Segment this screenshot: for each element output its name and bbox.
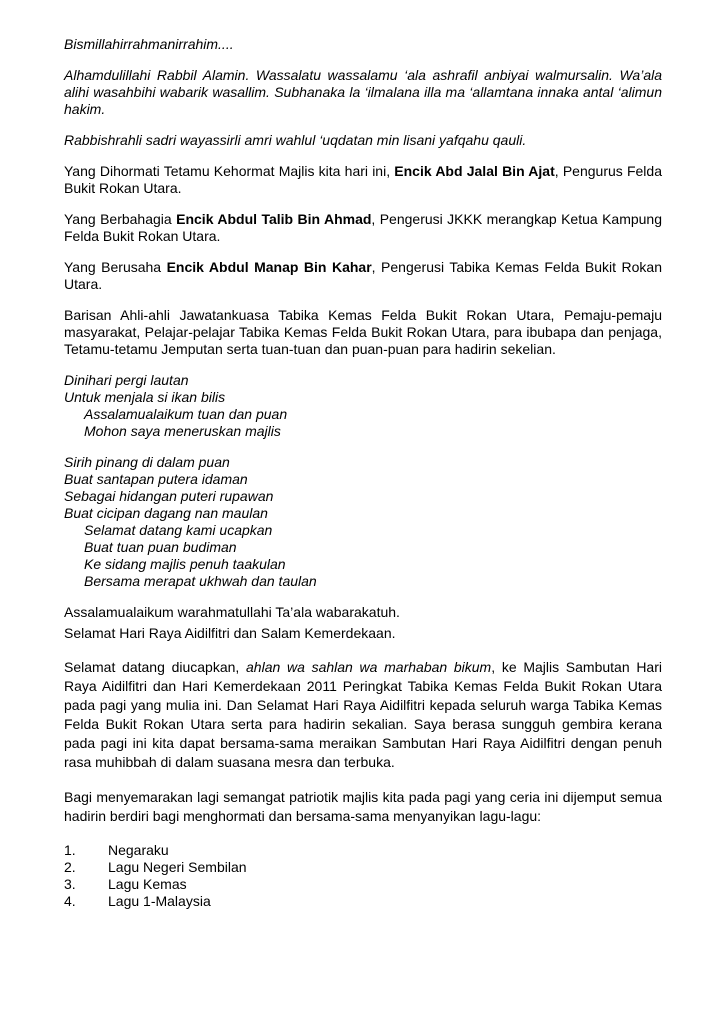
pantun-line: Buat tuan puan budiman [84,539,237,555]
opening-doa: Alhamdulillahi Rabbil Alamin. Wassalatu wassalamu ‘ala ashrafil anbiyai walmursalin. Wa’ala alihi wasahbihi wabarik wasallim. Subhanaka la ‘ilmalana illa ma ‘allamtana innaka antal ‘alimun hakim. [64,67,662,117]
opening-line: Bismillahirrahmanirrahim.... [64,36,234,52]
list-item [64,876,662,893]
guest-name: Encik Abd Jalal Bin Ajat [394,163,555,179]
pantun-1 [64,372,662,440]
pantun-line: Dinihari pergi lautan [64,372,189,388]
pantun-line: Selamat datang kami ucapkan [84,522,273,538]
greeting-raya: Selamat Hari Raya Aidilfitri dan Salam Kemerdekaan. [64,625,396,641]
pantun-line: Assalamualaikum tuan dan puan [84,406,288,422]
welcome-phrase: ahlan wa sahlan wa marhaban bikum [246,659,492,675]
song-list [64,842,662,910]
pantun-line: Mohon saya meneruskan majlis [84,423,281,439]
pantun-line: Sebagai hidangan puteri rupawan [64,488,274,504]
opening-doa-2: Rabbishrahli sadri wayassirli amri wahlul ‘uqdatan min lisani yafqahu qauli. [64,132,527,148]
salutation-1: Yang Dihormati Tetamu Kehormat Majlis kita hari ini, Encik Abd Jalal Bin Ajat, Pengurus Felda Bukit Rokan Utara. [64,163,662,196]
welcome-paragraph: Selamat datang diucapkan, ahlan wa sahlan wa marhaban bikum, ke Majlis Sambutan Hari Raya Aidilfitri dan Hari Kemerdekaan 2011 Peringkat Tabika Kemas Felda Bukit Rokan Utara pada pagi yang mulia ini. Dan Selamat Hari Raya Aidilfitri kepada seluruh warga Tabika Kemas Felda Bukit Rokan Utara serta para hadirin sekalian. Saya berasa sungguh gembira kerana pada pagi ini kita dapat bersama-sama meraikan Sambutan Hari Raya Aidilfitri dengan penuh rasa muhibbah di dalam suasana mesra dan terbuka. [64,659,662,770]
invite-paragraph: Bagi menyemarakan lagi semangat patriotik majlis kita pada pagi yang ceria ini dijemput semua hadirin berdiri bagi menghormati dan bersama-sama menyanyikan lagu-lagu: [64,789,662,824]
general-salutation: Barisan Ahli-ahli Jawatankuasa Tabika Kemas Felda Bukit Rokan Utara, Pemaju-pemaju masyarakat, Pelajar-pelajar Tabika Kemas Felda Bukit Rokan Utara, para ibubapa dan penjaga, Tetamu-tetamu Jemputan serta tuan-tuan dan puan-puan para hadirin sekelian. [64,307,662,357]
list-number: 4. [64,893,76,909]
song-title: Lagu 1-Malaysia [108,893,211,909]
list-number: 1. [64,842,76,858]
greeting-salam: Assalamualaikum warahmatullahi Ta’ala wabarakatuh. [64,604,400,620]
pantun-line: Buat santapan putera idaman [64,471,248,487]
pantun-line: Buat cicipan dagang nan maulan [64,505,268,521]
pantun-2 [64,454,662,590]
list-number: 3. [64,876,76,892]
song-title: Lagu Negeri Sembilan [108,859,247,875]
pantun-line: Ke sidang majlis penuh taakulan [84,556,286,572]
song-title: Lagu Kemas [108,876,187,892]
pantun-line: Sirih pinang di dalam puan [64,454,230,470]
pantun-line: Bersama merapat ukhwah dan taulan [84,573,317,589]
list-item [64,842,662,859]
guest-name: Encik Abdul Manap Bin Kahar [166,259,372,275]
list-number: 2. [64,859,76,875]
list-item [64,893,662,910]
song-title: Negaraku [108,842,169,858]
speech-document [64,36,662,910]
guest-name: Encik Abdul Talib Bin Ahmad [176,211,372,227]
list-item [64,859,662,876]
salutation-3: Yang Berusaha Encik Abdul Manap Bin Kahar, Pengerusi Tabika Kemas Felda Bukit Rokan Utara. [64,259,662,292]
salutation-2: Yang Berbahagia Encik Abdul Talib Bin Ahmad, Pengerusi JKKK merangkap Ketua Kampung Felda Bukit Rokan Utara. [64,211,663,244]
pantun-line: Untuk menjala si ikan bilis [64,389,226,405]
